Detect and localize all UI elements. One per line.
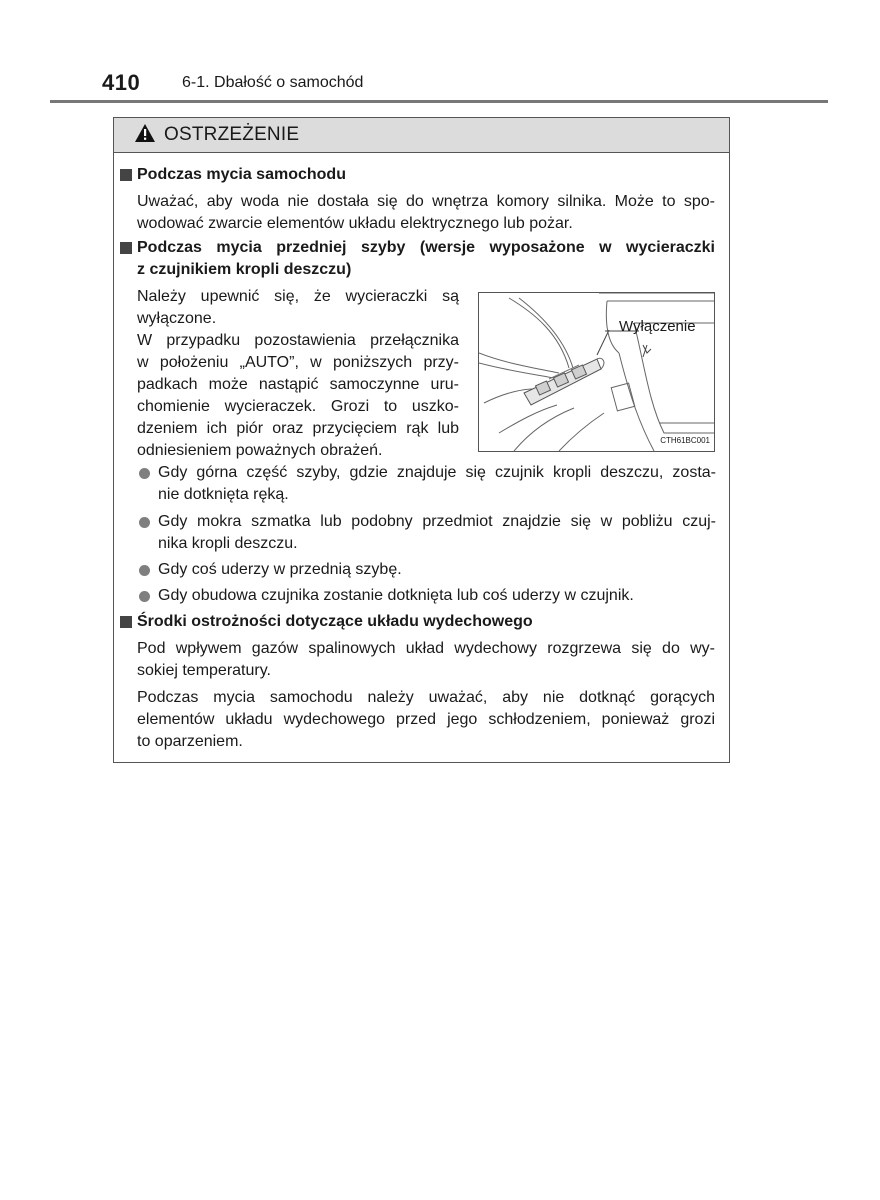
list-item: Gdy mokra szmatka lub podobny przedmiot znajdzie się w pobliżu czuj- nika kropli deszczu. (139, 511, 717, 555)
paragraph-windshield: Należy upewnić się, że wycieraczki są wyłączone. W przypadku pozostawienia przełącznika w położeniu „AUTO”, w poniższych przy- padkach może nastąpić samoczynne uru- chomienie wycieraczek. Grozi to uszko- dzeniem ich piór oraz przycięciem rąk lub odniesieniem poważnych obrażeń. (137, 288, 459, 459)
figure-label-off: Wyłączenie (619, 318, 696, 335)
section-heading-windshield: Podczas mycia przedniej szyby (wersje wyposażone w wycieraczki z czujnikiem kropli deszczu) (114, 237, 716, 281)
round-bullet-icon (139, 517, 150, 528)
square-bullet-icon (120, 616, 132, 628)
page-number: 410 (102, 70, 141, 95)
section-heading-washing: Podczas mycia samochodu (114, 164, 714, 186)
round-bullet-icon (139, 468, 150, 479)
figure-code: CTH61BC001 (660, 436, 710, 445)
square-bullet-icon (120, 169, 132, 181)
paragraph-exhaust-burn: Podczas mycia samochodu należy uważać, aby nie dotknąć gorących elementów układu wydechowego przed jego schłodzeniem, ponieważ grozi to oparzeniem. (137, 689, 715, 750)
square-bullet-icon (120, 242, 132, 254)
round-bullet-icon (139, 591, 150, 602)
header-rule (50, 100, 828, 103)
warning-triangle-icon (134, 123, 156, 148)
section-title: 6-1. Dbałość o samochód (182, 74, 364, 91)
wiper-switch-illustration (479, 293, 714, 451)
warning-title: OSTRZEŻENIE (164, 124, 300, 145)
round-bullet-icon (139, 565, 150, 576)
warning-header (114, 118, 729, 153)
warning-box (113, 117, 730, 763)
wiper-switch-figure (478, 292, 715, 452)
paragraph-exhaust-heat: Pod wpływem gazów spalinowych układ wydechowy rozgrzewa się do wy- sokiej temperatury. (137, 640, 715, 679)
list-item: Gdy obudowa czujnika zostanie dotknięta lub coś uderzy w czujnik. (139, 585, 717, 607)
section-heading-exhaust: Środki ostrożności dotyczące układu wydechowego (114, 611, 714, 633)
page-header (0, 0, 880, 110)
list-item: Gdy coś uderzy w przednią szybę. (139, 559, 717, 581)
list-item: Gdy górna część szyby, gdzie znajduje się czujnik kropli deszczu, zosta- nie dotknięta ręką. (139, 462, 717, 506)
paragraph-washing: Uważać, aby woda nie dostała się do wnętrza komory silnika. Może to spo- wodować zwarcie elementów układu elektrycznego lub pożar. (137, 193, 715, 232)
